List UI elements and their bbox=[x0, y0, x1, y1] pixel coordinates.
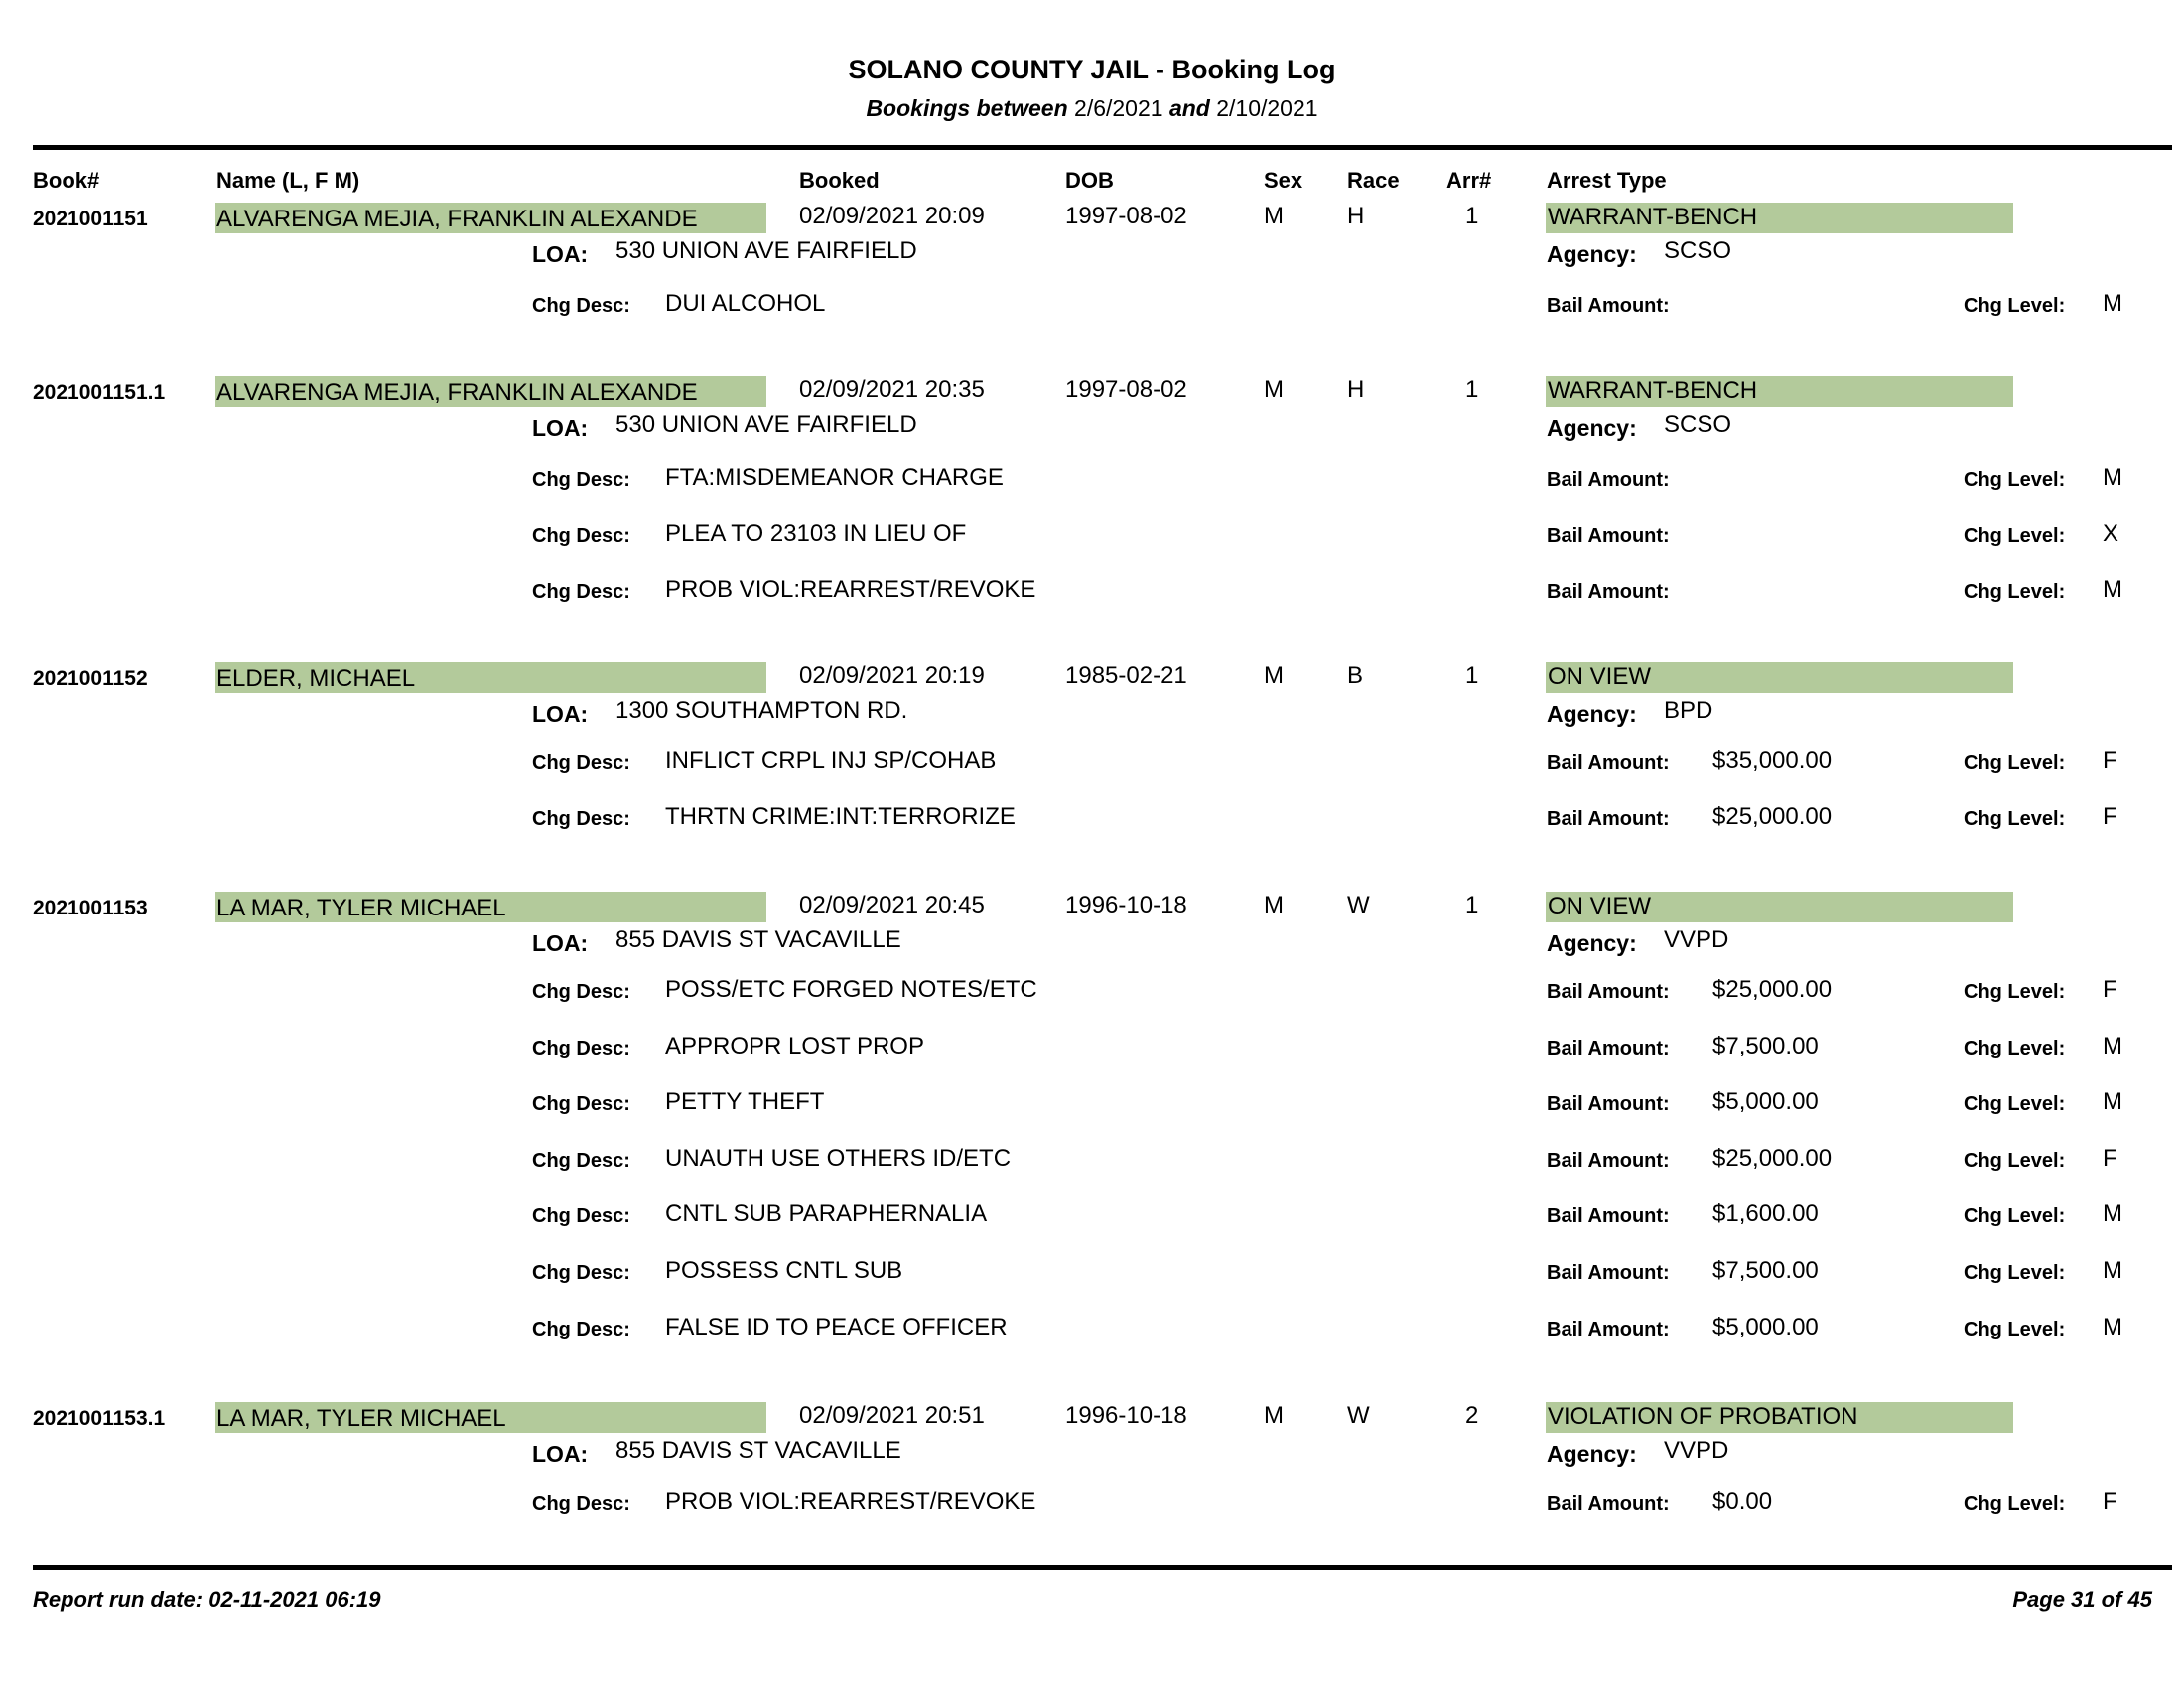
arrest-type: WARRANT-BENCH bbox=[1548, 377, 1758, 404]
charge-level: M bbox=[2103, 1033, 2122, 1059]
charge-description: CNTL SUB PARAPHERNALIA bbox=[665, 1200, 988, 1227]
charge-level: F bbox=[2103, 976, 2117, 1003]
report-title: SOLANO COUNTY JAIL - Booking Log bbox=[848, 55, 1336, 84]
bail-amount: $25,000.00 bbox=[1712, 803, 1833, 830]
bail-amount-label: Bail Amount: bbox=[1547, 1319, 1670, 1340]
charge-description: THRTN CRIME:INT:TERRORIZE bbox=[665, 803, 1016, 830]
page-number: Page 31 of 45 bbox=[2012, 1587, 2152, 1612]
booking-number: 2021001153 bbox=[33, 897, 148, 919]
header-rule bbox=[33, 145, 2172, 150]
inmate-name: ALVARENGA MEJIA, FRANKLIN ALEXANDE bbox=[216, 206, 698, 232]
loa-label: LOA: bbox=[532, 1441, 589, 1467]
bail-amount-label: Bail Amount: bbox=[1547, 1093, 1670, 1115]
booking-number: 2021001153.1 bbox=[33, 1407, 166, 1430]
booking-number: 2021001151 bbox=[33, 208, 148, 230]
charge-level-label: Chg Level: bbox=[1964, 752, 2066, 774]
charge-level: M bbox=[2103, 290, 2122, 317]
agency: SCSO bbox=[1664, 411, 1732, 438]
col-header-name: Name (L, F M) bbox=[216, 168, 360, 193]
loa-label: LOA: bbox=[532, 701, 589, 727]
charge-desc-label: Chg Desc: bbox=[532, 1038, 630, 1059]
bail-amount-label: Bail Amount: bbox=[1547, 469, 1670, 491]
bail-amount-label: Bail Amount: bbox=[1547, 1493, 1670, 1515]
booking-number: 2021001151.1 bbox=[33, 381, 166, 404]
charge-level-label: Chg Level: bbox=[1964, 1038, 2066, 1059]
bail-amount-label: Bail Amount: bbox=[1547, 1205, 1670, 1227]
charge-level-label: Chg Level: bbox=[1964, 525, 2066, 547]
sex: M bbox=[1264, 203, 1284, 229]
agency: BPD bbox=[1664, 697, 1713, 724]
agency-label: Agency: bbox=[1547, 1441, 1637, 1467]
race: W bbox=[1347, 1402, 1370, 1429]
loa-address: 855 DAVIS ST VACAVILLE bbox=[615, 926, 901, 953]
charge-description: PROB VIOL:REARREST/REVOKE bbox=[665, 576, 1036, 603]
inmate-name: ELDER, MICHAEL bbox=[216, 665, 416, 692]
agency: SCSO bbox=[1664, 237, 1732, 264]
arrest-number: 1 bbox=[1465, 376, 1479, 403]
charge-level: F bbox=[2103, 747, 2117, 774]
arrest-number: 1 bbox=[1465, 203, 1479, 229]
bail-amount-label: Bail Amount: bbox=[1547, 808, 1670, 830]
bail-amount-label: Bail Amount: bbox=[1547, 1038, 1670, 1059]
col-header-dob: DOB bbox=[1065, 168, 1114, 193]
charge-desc-label: Chg Desc: bbox=[532, 1319, 630, 1340]
race: H bbox=[1347, 376, 1365, 403]
bail-amount: $7,500.00 bbox=[1712, 1033, 1819, 1059]
charge-level: F bbox=[2103, 1145, 2117, 1172]
agency-label: Agency: bbox=[1547, 241, 1637, 267]
booked-datetime: 02/09/2021 20:09 bbox=[799, 203, 985, 229]
charge-level-label: Chg Level: bbox=[1964, 581, 2066, 603]
charge-level: M bbox=[2103, 1088, 2122, 1115]
agency-label: Agency: bbox=[1547, 930, 1637, 956]
date-of-birth: 1997-08-02 bbox=[1065, 376, 1187, 403]
charge-description: UNAUTH USE OTHERS ID/ETC bbox=[665, 1145, 1012, 1172]
charge-level-label: Chg Level: bbox=[1964, 1205, 2066, 1227]
charge-level-label: Chg Level: bbox=[1964, 295, 2066, 317]
booked-datetime: 02/09/2021 20:51 bbox=[799, 1402, 985, 1429]
loa-address: 855 DAVIS ST VACAVILLE bbox=[615, 1437, 901, 1464]
charge-description: FALSE ID TO PEACE OFFICER bbox=[665, 1314, 1008, 1340]
charge-desc-label: Chg Desc: bbox=[532, 1205, 630, 1227]
loa-address: 1300 SOUTHAMPTON RD. bbox=[615, 697, 908, 724]
arrest-type: ON VIEW bbox=[1548, 663, 1652, 690]
footer-rule bbox=[33, 1565, 2172, 1570]
bail-amount: $5,000.00 bbox=[1712, 1314, 1819, 1340]
charge-level-label: Chg Level: bbox=[1964, 1093, 2066, 1115]
arrest-type: VIOLATION OF PROBATION bbox=[1548, 1403, 1858, 1430]
bail-amount: $1,600.00 bbox=[1712, 1200, 1819, 1227]
charge-description: PETTY THEFT bbox=[665, 1088, 825, 1115]
bail-amount: $0.00 bbox=[1712, 1488, 1773, 1515]
charge-level: F bbox=[2103, 803, 2117, 830]
start-date: 2/6/2021 bbox=[1074, 95, 1163, 121]
date-of-birth: 1996-10-18 bbox=[1065, 1402, 1187, 1429]
bail-amount-label: Bail Amount: bbox=[1547, 295, 1670, 317]
charge-level: M bbox=[2103, 1257, 2122, 1284]
booked-datetime: 02/09/2021 20:19 bbox=[799, 662, 985, 689]
charge-level-label: Chg Level: bbox=[1964, 981, 2066, 1003]
bail-amount-label: Bail Amount: bbox=[1547, 981, 1670, 1003]
booking-number: 2021001152 bbox=[33, 667, 148, 690]
bail-amount: $5,000.00 bbox=[1712, 1088, 1819, 1115]
charge-desc-label: Chg Desc: bbox=[532, 1262, 630, 1284]
bail-amount-label: Bail Amount: bbox=[1547, 581, 1670, 603]
sex: M bbox=[1264, 892, 1284, 918]
charge-level-label: Chg Level: bbox=[1964, 1150, 2066, 1172]
charge-level-label: Chg Level: bbox=[1964, 808, 2066, 830]
arrest-number: 2 bbox=[1465, 1402, 1479, 1429]
charge-description: POSS/ETC FORGED NOTES/ETC bbox=[665, 976, 1037, 1003]
bail-amount: $25,000.00 bbox=[1712, 976, 1833, 1003]
agency-label: Agency: bbox=[1547, 701, 1637, 727]
booked-datetime: 02/09/2021 20:45 bbox=[799, 892, 985, 918]
sex: M bbox=[1264, 376, 1284, 403]
charge-level-label: Chg Level: bbox=[1964, 1262, 2066, 1284]
charge-level: M bbox=[2103, 1314, 2122, 1340]
report-run-date: Report run date: 02-11-2021 06:19 bbox=[33, 1587, 381, 1612]
inmate-name: ALVARENGA MEJIA, FRANKLIN ALEXANDE bbox=[216, 379, 698, 406]
date-of-birth: 1985-02-21 bbox=[1065, 662, 1187, 689]
col-header-book: Book# bbox=[33, 168, 100, 193]
race: H bbox=[1347, 203, 1365, 229]
sex: M bbox=[1264, 1402, 1284, 1429]
charge-level-label: Chg Level: bbox=[1964, 1493, 2066, 1515]
bail-amount: $35,000.00 bbox=[1712, 747, 1833, 774]
charge-desc-label: Chg Desc: bbox=[532, 752, 630, 774]
loa-address: 530 UNION AVE FAIRFIELD bbox=[615, 237, 917, 264]
charge-level: M bbox=[2103, 464, 2122, 491]
subtitle-join: and bbox=[1168, 95, 1210, 121]
bail-amount-label: Bail Amount: bbox=[1547, 1150, 1670, 1172]
arrest-number: 1 bbox=[1465, 662, 1479, 689]
charge-description: PLEA TO 23103 IN LIEU OF bbox=[665, 520, 967, 547]
bail-amount-label: Bail Amount: bbox=[1547, 752, 1670, 774]
race: W bbox=[1347, 892, 1370, 918]
bail-amount: $25,000.00 bbox=[1712, 1145, 1833, 1172]
inmate-name: LA MAR, TYLER MICHAEL bbox=[216, 1405, 506, 1432]
loa-label: LOA: bbox=[532, 930, 589, 956]
arrest-type: WARRANT-BENCH bbox=[1548, 204, 1758, 230]
charge-level: M bbox=[2103, 576, 2122, 603]
charge-description: DUI ALCOHOL bbox=[665, 290, 826, 317]
arrest-type: ON VIEW bbox=[1548, 893, 1652, 919]
date-of-birth: 1996-10-18 bbox=[1065, 892, 1187, 918]
charge-desc-label: Chg Desc: bbox=[532, 295, 630, 317]
charge-desc-label: Chg Desc: bbox=[532, 1150, 630, 1172]
loa-label: LOA: bbox=[532, 241, 589, 267]
charge-desc-label: Chg Desc: bbox=[532, 981, 630, 1003]
charge-level-label: Chg Level: bbox=[1964, 1319, 2066, 1340]
charge-description: FTA:MISDEMEANOR CHARGE bbox=[665, 464, 1004, 491]
agency: VVPD bbox=[1664, 1437, 1729, 1464]
date-of-birth: 1997-08-02 bbox=[1065, 203, 1187, 229]
agency-label: Agency: bbox=[1547, 415, 1637, 441]
col-header-booked: Booked bbox=[799, 168, 880, 193]
report-subtitle bbox=[0, 95, 2184, 122]
booked-datetime: 02/09/2021 20:35 bbox=[799, 376, 985, 403]
sex: M bbox=[1264, 662, 1284, 689]
col-header-sex: Sex bbox=[1264, 168, 1303, 193]
charge-desc-label: Chg Desc: bbox=[532, 1093, 630, 1115]
charge-desc-label: Chg Desc: bbox=[532, 1493, 630, 1515]
charge-level-label: Chg Level: bbox=[1964, 469, 2066, 491]
charge-level: X bbox=[2103, 520, 2119, 547]
charge-desc-label: Chg Desc: bbox=[532, 525, 630, 547]
charge-description: APPROPR LOST PROP bbox=[665, 1033, 924, 1059]
end-date: 2/10/2021 bbox=[1216, 95, 1318, 121]
charge-desc-label: Chg Desc: bbox=[532, 469, 630, 491]
subtitle-prefix: Bookings between bbox=[866, 95, 1068, 121]
charge-desc-label: Chg Desc: bbox=[532, 808, 630, 830]
charge-level: M bbox=[2103, 1200, 2122, 1227]
charge-desc-label: Chg Desc: bbox=[532, 581, 630, 603]
race: B bbox=[1347, 662, 1364, 689]
agency: VVPD bbox=[1664, 926, 1729, 953]
charge-description: INFLICT CRPL INJ SP/COHAB bbox=[665, 747, 997, 774]
col-header-arr: Arr# bbox=[1446, 168, 1492, 193]
loa-address: 530 UNION AVE FAIRFIELD bbox=[615, 411, 917, 438]
charge-level: F bbox=[2103, 1488, 2117, 1515]
charge-description: PROB VIOL:REARREST/REVOKE bbox=[665, 1488, 1036, 1515]
col-header-arrest-type: Arrest Type bbox=[1547, 168, 1667, 193]
bail-amount-label: Bail Amount: bbox=[1547, 525, 1670, 547]
inmate-name: LA MAR, TYLER MICHAEL bbox=[216, 895, 506, 921]
arrest-number: 1 bbox=[1465, 892, 1479, 918]
col-header-race: Race bbox=[1347, 168, 1400, 193]
bail-amount: $7,500.00 bbox=[1712, 1257, 1819, 1284]
charge-description: POSSESS CNTL SUB bbox=[665, 1257, 903, 1284]
loa-label: LOA: bbox=[532, 415, 589, 441]
bail-amount-label: Bail Amount: bbox=[1547, 1262, 1670, 1284]
